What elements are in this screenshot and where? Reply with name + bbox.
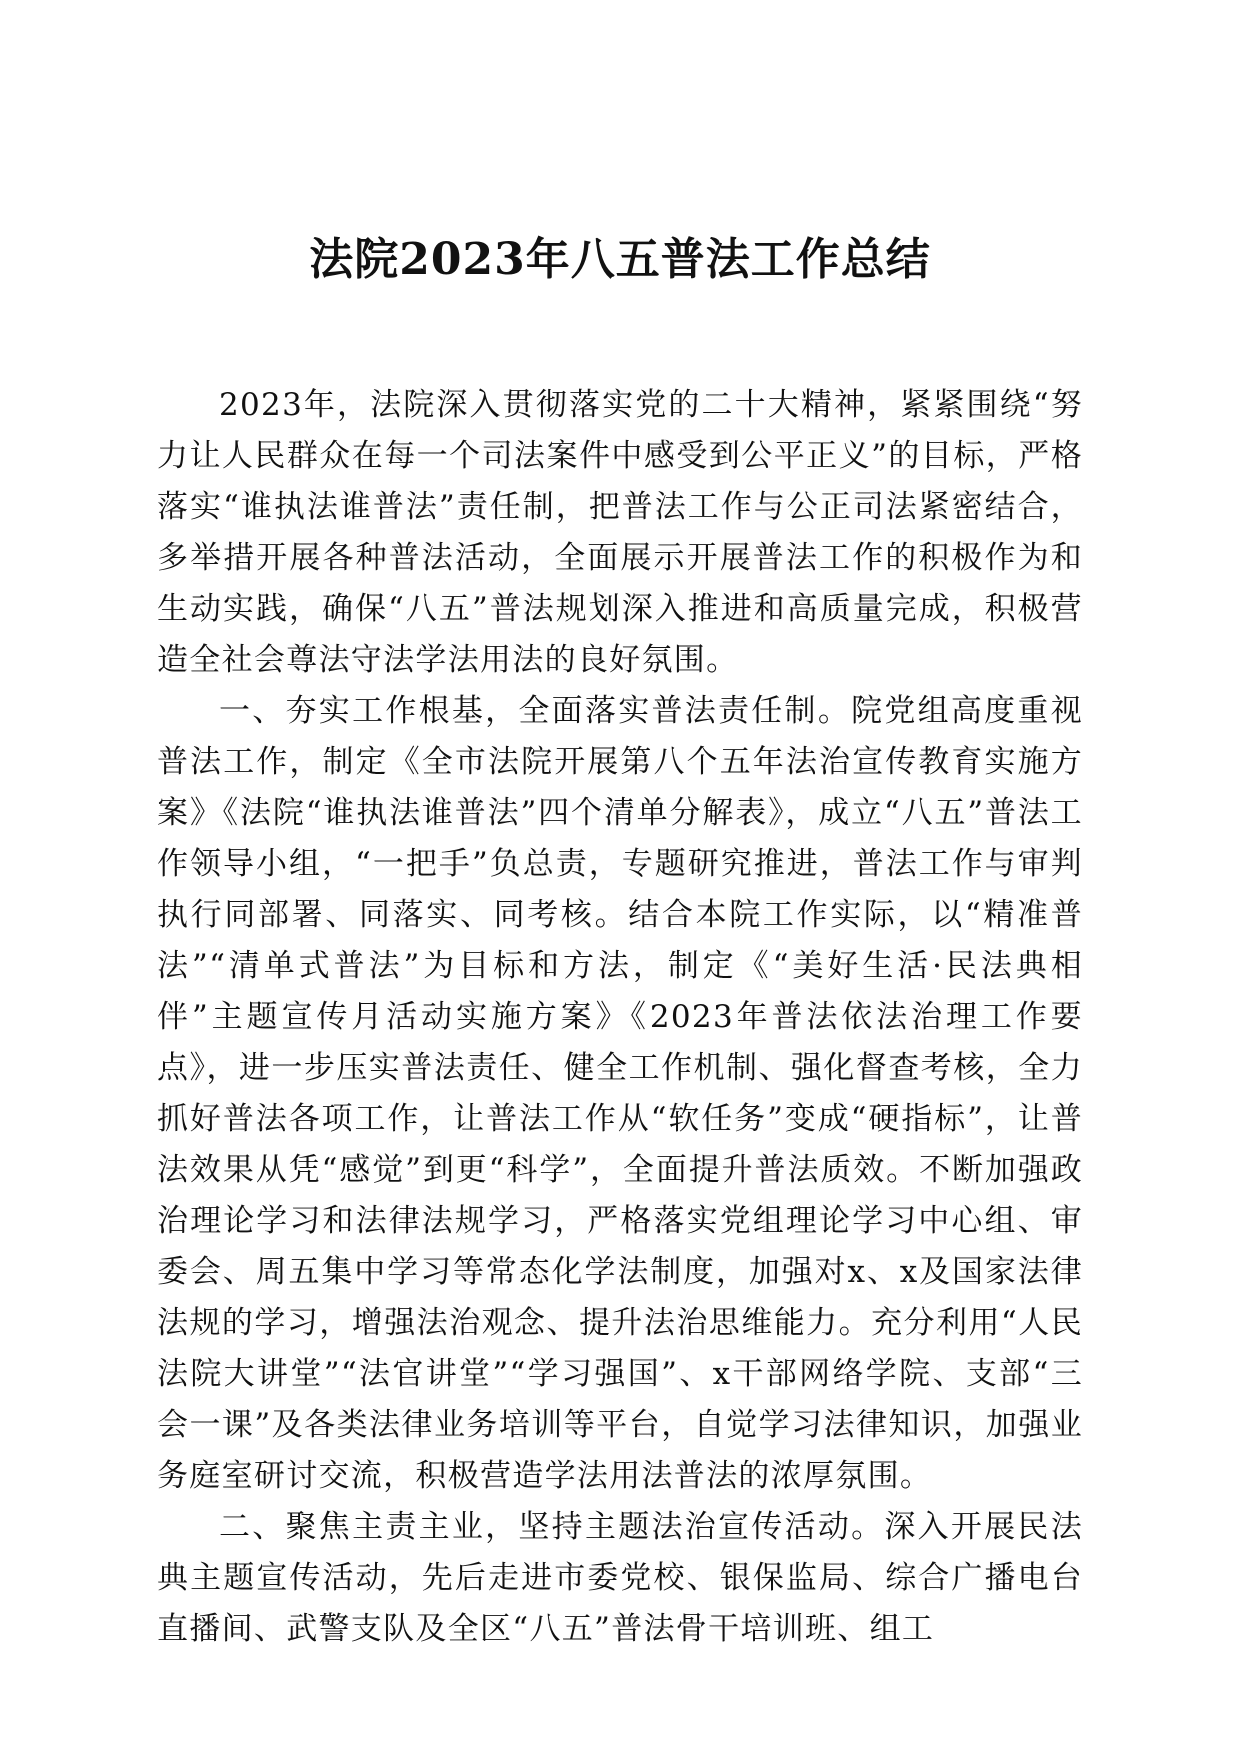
- document-title: 法院2023年八五普法工作总结: [309, 234, 931, 285]
- paragraph-intro: 2023年，法院深入贯彻落实党的二十大精神，紧紧围绕“努力让人民群众在每一个司法案件中感受到公平正义”的目标，严格落实“谁执法谁普法”责任制，把普法工作与公正司法紧密结合，多举措开展各种普法活动，全面展示开展普法工作的积极作为和生动实践，确保“八五”普法规划深入推进和高质量完成，积极营造全社会尊法守法学法用法的良好氛围。: [157, 387, 1083, 678]
- paragraph-section-2: 二、聚焦主责主业，坚持主题法治宣传活动。深入开展民法典主题宣传活动，先后走进市委党校、银保监局、综合广播电台直播间、武警支队及全区“八五”普法骨干培训班、组工: [157, 1509, 1083, 1647]
- paragraph-section-1: 一、夯实工作根基，全面落实普法责任制。院党组高度重视普法工作，制定《全市法院开展第八个五年法治宣传教育实施方案》《法院“谁执法谁普法”四个清单分解表》，成立“八五”普法工作领导小组，“一把手”负总责，专题研究推进，普法工作与审判执行同部署、同落实、同考核。结合本院工作实际，以“精准普法”“清单式普法”为目标和方法，制定《“美好生活·民法典相伴”主题宣传月活动实施方案》《2023年普法依法治理工作要点》，进一步压实普法责任、健全工作机制、强化督查考核，全力抓好普法各项工作，让普法工作从“软任务”变成“硬指标”，让普法效果从凭“感觉”到更“科学”，全面提升普法质效。不断加强政治理论学习和法律法规学习，严格落实党组理论学习中心组、审委会、周五集中学习等常态化学法制度，加强对x、x及国家法律法规的学习，增强法治观念、提升法治思维能力。充分利用“人民法院大讲堂”“法官讲堂”“学习强国”、x干部网络学院、支部“三会一课”及各类法律业务培训等平台，自觉学习法律知识，加强业务庭室研讨交流，积极营造学法用法普法的浓厚氛围。: [157, 693, 1083, 1494]
- document-body: [157, 380, 1083, 1655]
